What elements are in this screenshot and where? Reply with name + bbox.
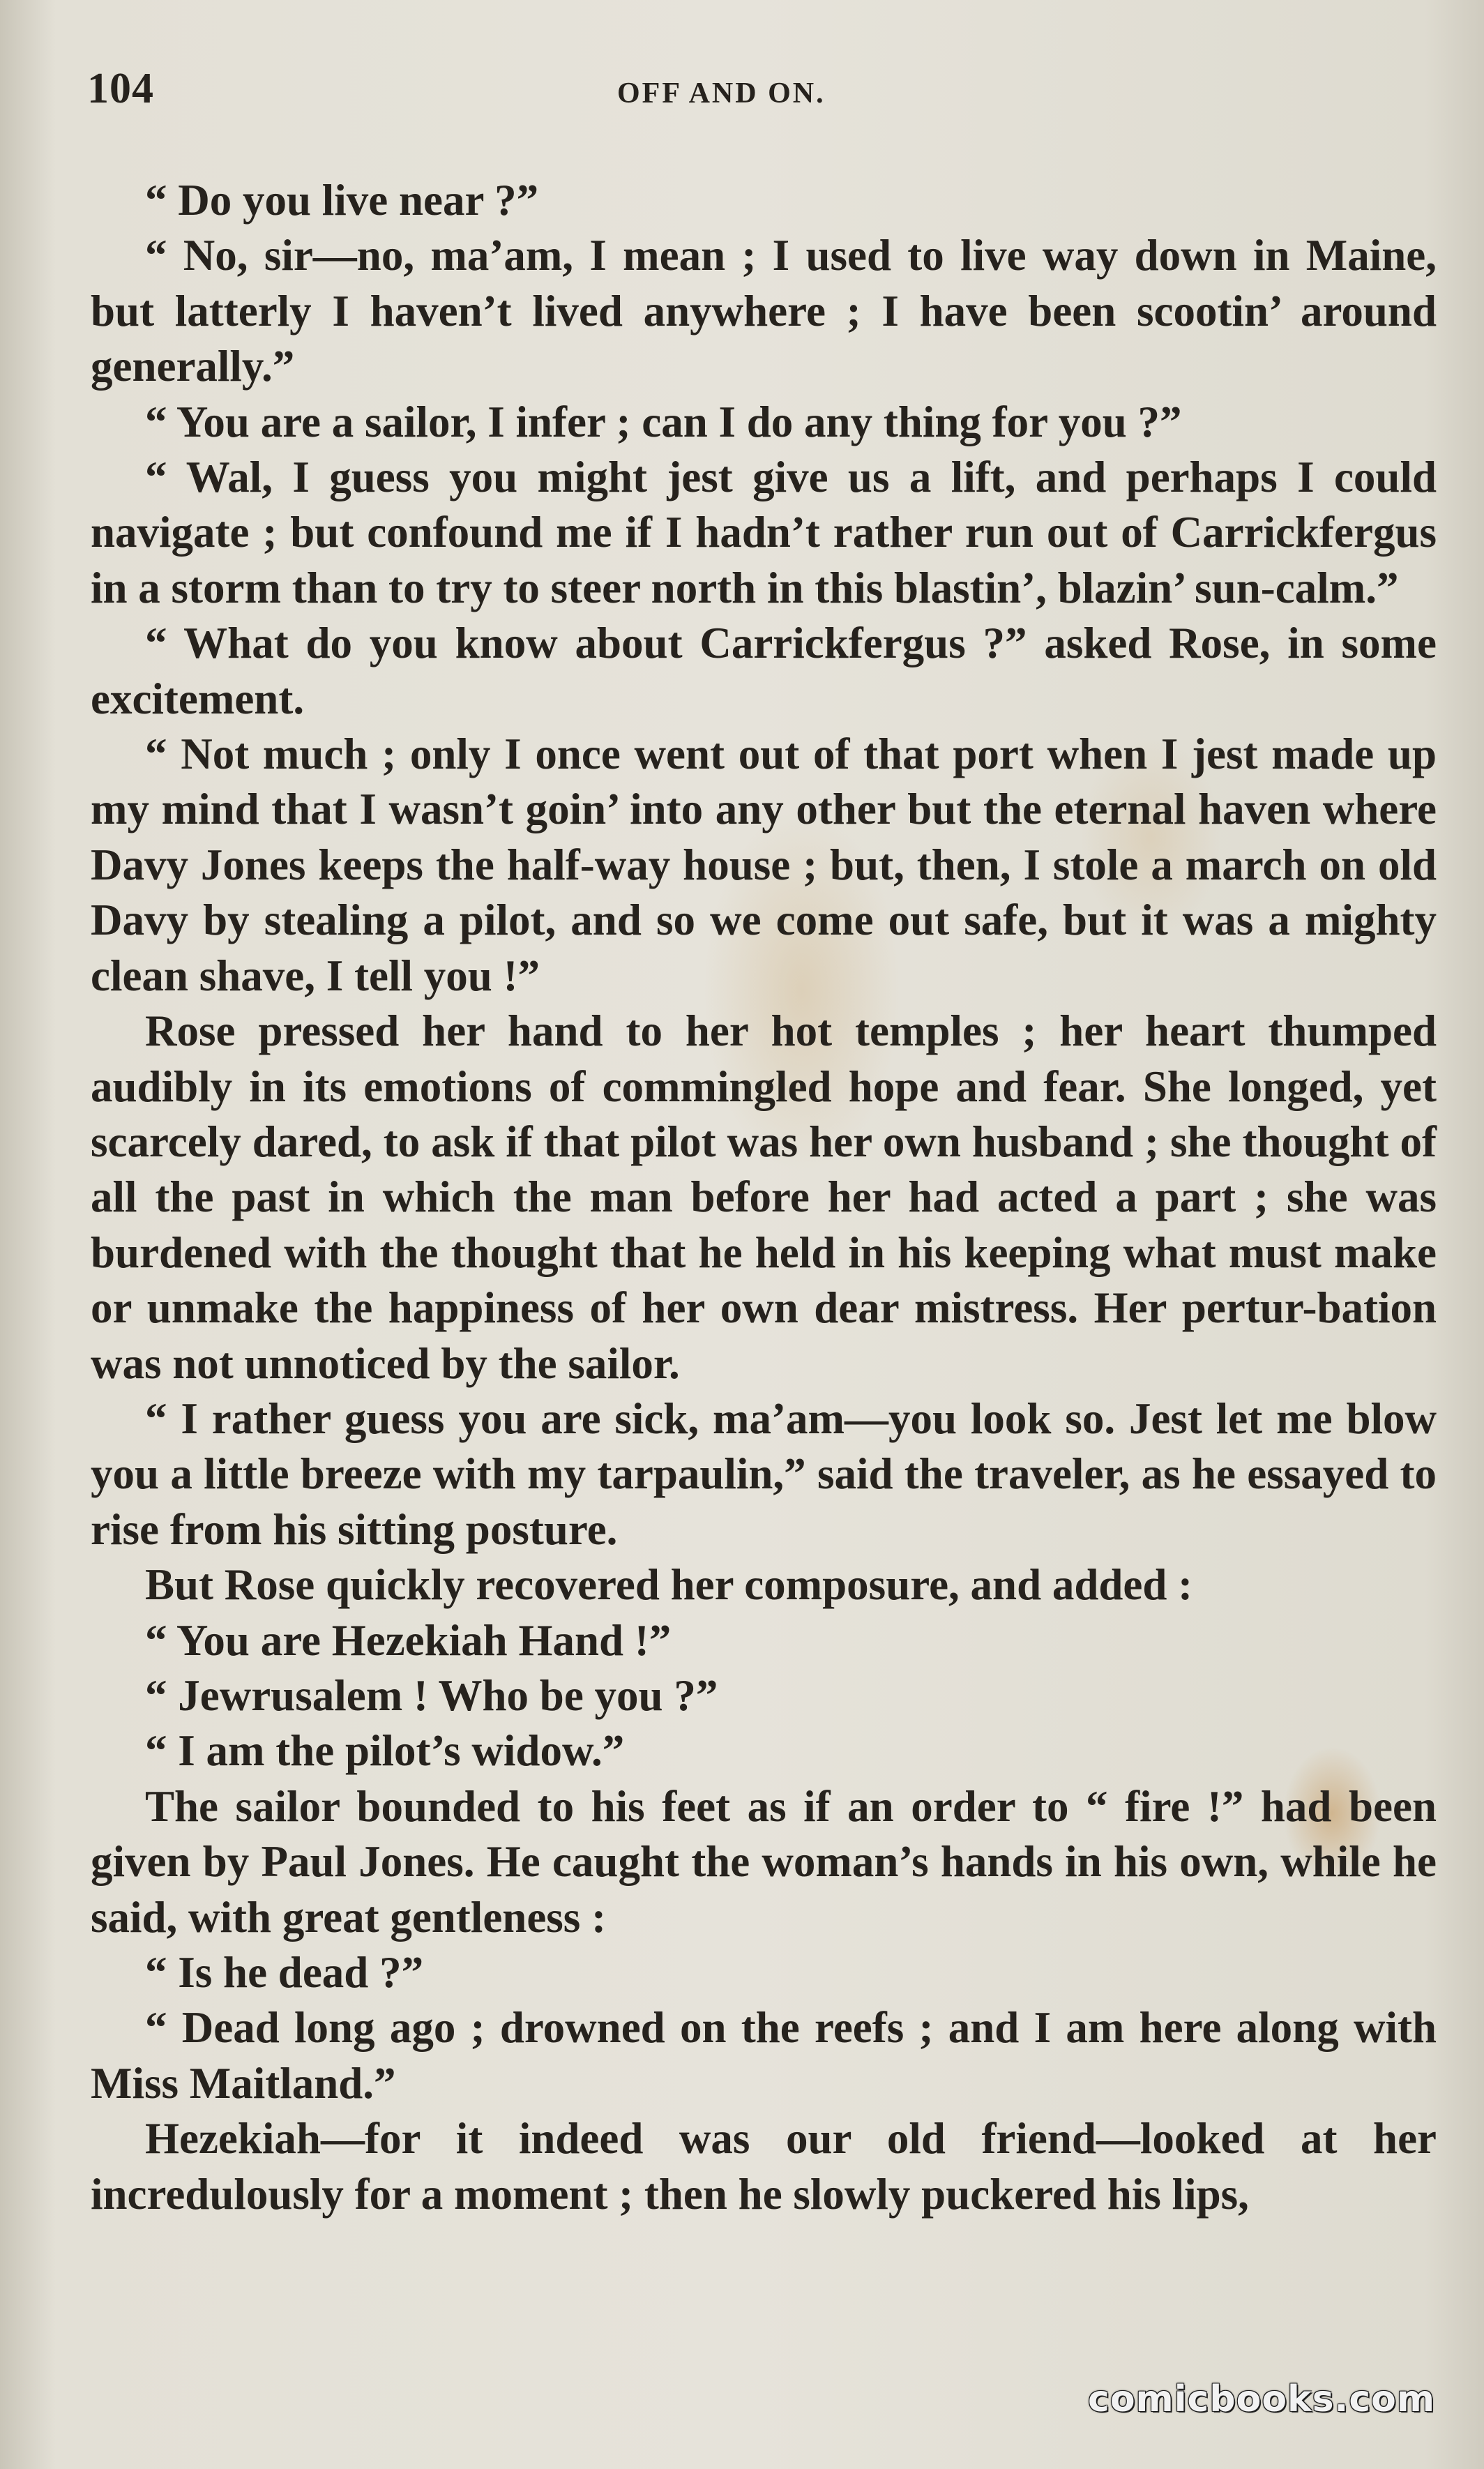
paragraph: “ Jewrusalem ! Who be you ?” (145, 1670, 718, 1720)
paragraph: “ Not much ; only I once went out of that port when I jest made up my mind that I wasn’t goin’ into any other but the eternal haven where Davy Jones keeps the half-way house ; but, then, I stole a march on old Davy by stealing a pilot, and so we come out safe, but it was a mighty clean shave, I tell you !” (91, 730, 1437, 1000)
paragraph: “ You are a sailor, I infer ; can I do any thing for you ?” (145, 397, 1182, 446)
paragraph: “ Dead long ago ; drowned on the reefs ; and I am here along with Miss Maitland.” (91, 2003, 1437, 2108)
paragraph: “ I rather guess you are sick, ma’am—you look so. Jest let me blow you a little breeze with my tarpaulin,” said the traveler, as he essayed to rise from his sitting posture. (91, 1394, 1437, 1554)
paragraph: “ What do you know about Carrickfergus ?” asked Rose, in some excitement. (91, 619, 1437, 723)
page-header (87, 64, 1428, 120)
watermark-logo: comicbooks.com (1088, 2378, 1436, 2420)
paragraph: “ You are Hezekiah Hand !” (145, 1615, 672, 1665)
paragraph: The sailor bounded to his feet as if an order to “ fire !” had been given by Paul Jones. He caught the woman’s hands in his own, while he said, with great gentleness : (91, 1781, 1437, 1942)
page-number: 104 (87, 65, 154, 112)
paragraph: “ No, sir—no, ma’am, I mean ; I used to live way down in Maine, but latterly I haven’t lived anywhere ; I have been scootin’ around generally.” (91, 231, 1437, 391)
paragraph: “ Is he dead ?” (145, 1948, 424, 1997)
paragraph: “ Wal, I guess you might jest give us a lift, and perhaps I could navigate ; but confound me if I hadn’t rather run out of Carrickfergus in a storm than to try to steer north in this blastin’, blazin’ sun-calm.” (91, 453, 1437, 612)
paragraph: “ I am the pilot’s widow.” (145, 1726, 625, 1776)
paragraph: But Rose quickly recovered her composure, and added : (145, 1560, 1193, 1610)
paragraph: Rose pressed her hand to her hot temples ; her heart thumped audibly in its emotions of commingled hope and fear. She longed, yet scarcely dared, to ask if that pilot was her own husband ; she thought of all the past in which the man before her had acted a part ; she was burdened with the thought that he held in his keeping what must make or unmake the happiness of her own dear mistress. Her pertur-bation was not unnoticed by the sailor. (91, 1006, 1437, 1388)
body-text (91, 173, 1437, 2222)
paragraph: Hezekiah—for it indeed was our old friend—looked at her incredulously for a moment ; then he slowly puckered his lips, (91, 2114, 1437, 2219)
paragraph: “ Do you live near ?” (145, 176, 539, 225)
running-title: OFF AND ON. (617, 77, 826, 110)
